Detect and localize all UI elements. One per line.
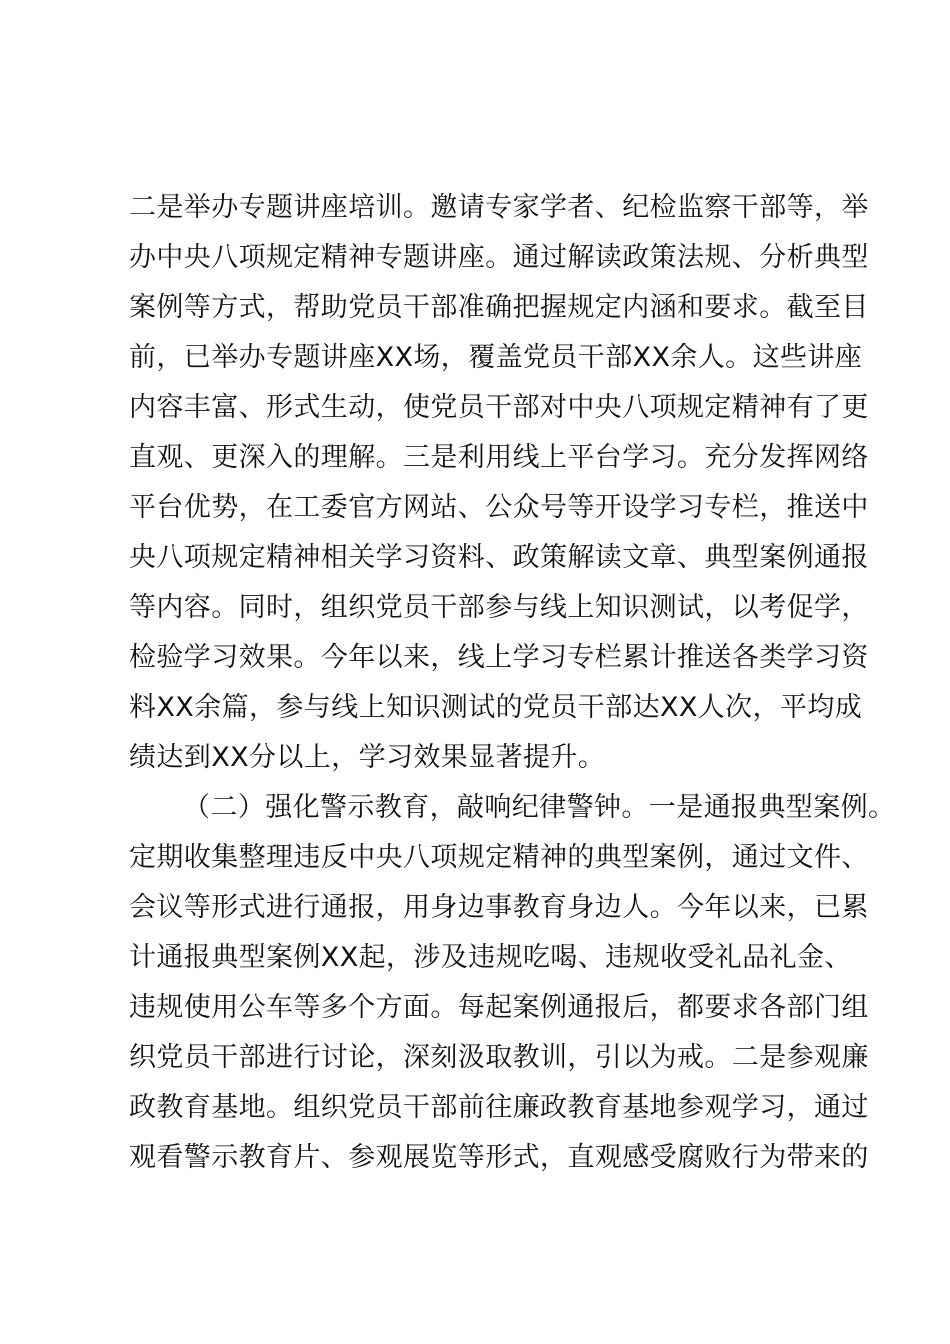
- text-line: 案例等方式，帮助党员干部准确把握规定内涵和要求。截至目: [129, 292, 869, 323]
- text-line: 平台优势，在工委官方网站、公众号等开设学习专栏，推送中: [129, 492, 869, 523]
- text-line: 检验学习效果。今年以来，线上学习专栏累计推送各类学习资: [129, 642, 869, 673]
- text-line: 前，已举办专题讲座XX场，覆盖党员干部XX余人。这些讲座: [129, 342, 863, 373]
- section-heading-line: （二）强化警示教育，敲响纪律警钟。一是通报典型案例。: [183, 792, 896, 823]
- text-line: 定期收集整理违反中央八项规定精神的典型案例，通过文件、: [129, 842, 869, 873]
- text-line: 二是举办专题讲座培训。邀请专家学者、纪检监察干部等，举: [129, 192, 869, 223]
- text-line: 会议等形式进行通报，用身边事教育身边人。今年以来，已累: [129, 892, 869, 923]
- text-line: 绩达到XX分以上，学习效果显著提升。: [129, 742, 606, 773]
- text-line: 内容丰富、形式生动，使党员干部对中央八项规定精神有了更: [129, 392, 869, 423]
- text-line: 料XX余篇，参与线上知识测试的党员干部达XX人次，平均成: [129, 692, 863, 723]
- body-text: [129, 183, 896, 1183]
- text-line: 央八项规定精神相关学习资料、政策解读文章、典型案例通报: [129, 542, 869, 573]
- text-line: 观看警示教育片、参观展览等形式，直观感受腐败行为带来的: [129, 1142, 869, 1173]
- text-line: 计通报典型案例XX起，涉及违规吃喝、违规收受礼品礼金、: [129, 942, 852, 973]
- text-line: 违规使用公车等多个方面。每起案例通报后，都要求各部门组: [129, 992, 869, 1023]
- text-line: 办中央八项规定精神专题讲座。通过解读政策法规、分析典型: [129, 242, 869, 273]
- text-line: 政教育基地。组织党员干部前往廉政教育基地参观学习，通过: [129, 1092, 869, 1123]
- text-line: 直观、更深入的理解。三是利用线上平台学习。充分发挥网络: [129, 442, 869, 473]
- text-line: 等内容。同时，组织党员干部参与线上知识测试，以考促学，: [129, 592, 869, 623]
- text-line: 织党员干部进行讨论，深刻汲取教训，引以为戒。二是参观廉: [129, 1042, 869, 1073]
